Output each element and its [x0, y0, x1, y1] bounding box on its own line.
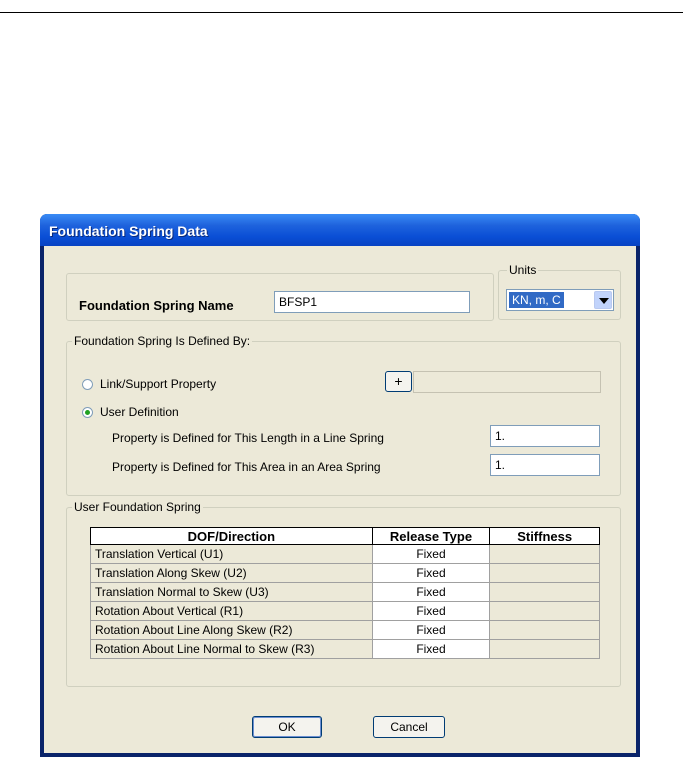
- stiffness-cell: [490, 602, 600, 621]
- dof-cell: Rotation About Line Normal to Skew (R3): [91, 640, 373, 659]
- dof-direction-header: DOF/Direction: [91, 528, 373, 545]
- dof-cell: Rotation About Vertical (R1): [91, 602, 373, 621]
- units-select[interactable]: [506, 289, 614, 311]
- table-header-row: [91, 528, 600, 545]
- release-type-cell[interactable]: Fixed: [372, 545, 490, 564]
- dialog-title: Foundation Spring Data: [49, 223, 208, 239]
- dof-cell: Translation Along Skew (U2): [91, 564, 373, 583]
- link-support-radio[interactable]: [82, 379, 93, 390]
- area-spring-input[interactable]: 1.: [490, 454, 600, 476]
- ok-button[interactable]: OK: [252, 716, 322, 738]
- release-type-cell[interactable]: Fixed: [372, 640, 490, 659]
- units-selected-value: KN, m, C: [509, 292, 564, 308]
- dof-cell: Rotation About Line Along Skew (R2): [91, 621, 373, 640]
- release-type-header: Release Type: [372, 528, 490, 545]
- link-support-label[interactable]: Link/Support Property: [100, 377, 217, 391]
- release-type-cell[interactable]: Fixed: [372, 564, 490, 583]
- release-type-cell[interactable]: Fixed: [372, 621, 490, 640]
- table-row: [91, 640, 600, 659]
- table-row: [91, 545, 600, 564]
- foundation-spring-dialog: [40, 214, 640, 757]
- table-row: [91, 564, 600, 583]
- table-row: [91, 621, 600, 640]
- line-spring-label: Property is Defined for This Length in a Line Spring: [112, 431, 384, 445]
- dof-cell: Translation Vertical (U1): [91, 545, 373, 564]
- table-row: [91, 602, 600, 621]
- release-type-cell[interactable]: Fixed: [372, 583, 490, 602]
- dialog-titlebar[interactable]: [40, 214, 640, 246]
- link-property-add-button[interactable]: +: [385, 371, 412, 392]
- page-top-rule: [0, 12, 683, 13]
- stiffness-cell: [490, 564, 600, 583]
- user-spring-group-label: User Foundation Spring: [74, 500, 201, 514]
- defined-by-group-label: Foundation Spring Is Defined By:: [74, 334, 251, 348]
- user-definition-radio[interactable]: [82, 407, 93, 418]
- spring-name-label: Foundation Spring Name: [79, 298, 234, 313]
- chevron-down-icon[interactable]: [594, 291, 612, 309]
- dialog-client-area: [44, 246, 636, 753]
- area-spring-label: Property is Defined for This Area in an Area Spring: [112, 460, 381, 474]
- stiffness-cell: [490, 545, 600, 564]
- line-spring-input[interactable]: 1.: [490, 425, 600, 447]
- stiffness-header: Stiffness: [490, 528, 600, 545]
- spring-name-input[interactable]: BFSP1: [274, 291, 470, 313]
- cancel-button[interactable]: Cancel: [373, 716, 445, 738]
- link-property-input[interactable]: [413, 371, 601, 393]
- spring-table: [90, 527, 600, 659]
- dof-cell: Translation Normal to Skew (U3): [91, 583, 373, 602]
- stiffness-cell: [490, 640, 600, 659]
- stiffness-cell: [490, 621, 600, 640]
- stiffness-cell: [490, 583, 600, 602]
- table-row: [91, 583, 600, 602]
- units-group-label: Units: [509, 263, 537, 277]
- user-definition-label[interactable]: User Definition: [100, 405, 179, 419]
- release-type-cell[interactable]: Fixed: [372, 602, 490, 621]
